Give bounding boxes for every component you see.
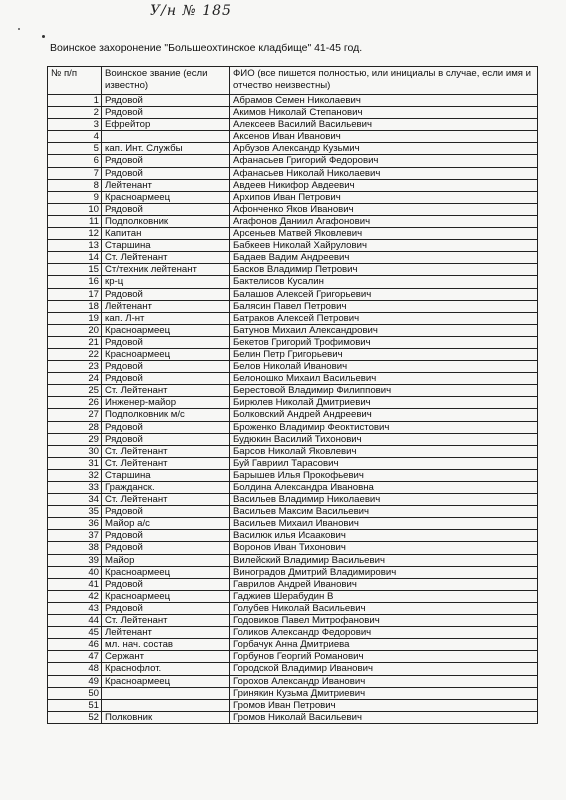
row-number: 23 [48, 361, 102, 373]
row-rank: Ст. Лейтенант [102, 252, 230, 264]
row-rank: Рядовой [102, 167, 230, 179]
table-row [48, 675, 538, 687]
row-name: Гаврилов Андрей Иванович [230, 578, 538, 590]
column-header-number: № п/п [48, 67, 102, 95]
row-name: Батунов Михаил Александрович [230, 324, 538, 336]
row-rank: Полковник [102, 711, 230, 723]
table-row [48, 215, 538, 227]
table-row [48, 397, 538, 409]
table-row [48, 143, 538, 155]
row-rank: Рядовой [102, 433, 230, 445]
row-rank: Рядовой [102, 288, 230, 300]
row-name: Буй Гавриил Тарасович [230, 457, 538, 469]
row-number: 9 [48, 191, 102, 203]
row-name: Василюк илья Исаакович [230, 530, 538, 542]
row-rank: Старшина [102, 469, 230, 481]
row-rank: Лейтенант [102, 179, 230, 191]
table-row [48, 711, 538, 723]
table-row [48, 639, 538, 651]
column-header-rank: Воинское звание (если известно) [102, 67, 230, 95]
row-rank: Ст. Лейтенант [102, 445, 230, 457]
table-row [48, 240, 538, 252]
row-number: 20 [48, 324, 102, 336]
row-name: Берестовой Владимир Филиппович [230, 385, 538, 397]
row-name: Бабкеев Николай Хайрулович [230, 240, 538, 252]
row-name: Бадаев Вадим Андреевич [230, 252, 538, 264]
row-rank: Ст. Лейтенант [102, 615, 230, 627]
row-number: 36 [48, 518, 102, 530]
document-title: Воинское захоронение "Большеохтинское кладбище" 41-45 год. [50, 42, 363, 54]
table-row [48, 167, 538, 179]
scan-speck [18, 28, 20, 30]
row-rank: Капитан [102, 228, 230, 240]
row-name: Виноградов Дмитрий Владимирович [230, 566, 538, 578]
row-number: 48 [48, 663, 102, 675]
table-body [48, 95, 538, 724]
table-row [48, 155, 538, 167]
row-name: Афонченко Яков Иванович [230, 203, 538, 215]
row-name: Бирюлев Николай Дмитриевич [230, 397, 538, 409]
row-rank: Рядовой [102, 578, 230, 590]
row-rank: Майор а/с [102, 518, 230, 530]
row-rank: Рядовой [102, 421, 230, 433]
row-number: 35 [48, 506, 102, 518]
row-number: 42 [48, 590, 102, 602]
row-name: Абрамов Семен Николаевич [230, 95, 538, 107]
table-row [48, 361, 538, 373]
row-number: 51 [48, 699, 102, 711]
row-rank: кр-ц [102, 276, 230, 288]
row-name: Броженко Владимир Феоктистович [230, 421, 538, 433]
row-number: 39 [48, 554, 102, 566]
table-row [48, 264, 538, 276]
table-row [48, 409, 538, 421]
table-row [48, 373, 538, 385]
row-rank: Майор [102, 554, 230, 566]
row-name: Балашов Алексей Григорьевич [230, 288, 538, 300]
table-row [48, 615, 538, 627]
row-name: Бекетов Григорий Трофимович [230, 336, 538, 348]
row-name: Белов Николай Иванович [230, 361, 538, 373]
table-row [48, 482, 538, 494]
row-rank: Красноармеец [102, 324, 230, 336]
table-row [48, 203, 538, 215]
row-name: Васильев Владимир Николаевич [230, 494, 538, 506]
row-rank: Старшина [102, 240, 230, 252]
row-rank: Рядовой [102, 361, 230, 373]
row-name: Аксенов Иван Иванович [230, 131, 538, 143]
table-row [48, 506, 538, 518]
row-name: Балясин Павел Петрович [230, 300, 538, 312]
row-number: 33 [48, 482, 102, 494]
row-name: Горбачук Анна Дмитриева [230, 639, 538, 651]
table-row [48, 131, 538, 143]
row-number: 47 [48, 651, 102, 663]
table-row [48, 421, 538, 433]
row-name: Акимов Николай Степанович [230, 107, 538, 119]
row-number: 3 [48, 119, 102, 131]
row-number: 13 [48, 240, 102, 252]
row-name: Алексеев Василий Васильевич [230, 119, 538, 131]
table-row [48, 95, 538, 107]
row-number: 27 [48, 409, 102, 421]
row-name: Батраков Алексей Петрович [230, 312, 538, 324]
row-name: Васильев Михаил Иванович [230, 518, 538, 530]
row-number: 7 [48, 167, 102, 179]
row-rank: Лейтенант [102, 300, 230, 312]
row-rank: Красноармеец [102, 590, 230, 602]
row-rank: Рядовой [102, 95, 230, 107]
row-rank: Рядовой [102, 506, 230, 518]
row-rank: Рядовой [102, 530, 230, 542]
table-row [48, 312, 538, 324]
row-number: 32 [48, 469, 102, 481]
row-name: Городской Владимир Иванович [230, 663, 538, 675]
row-rank: Ст. Лейтенант [102, 494, 230, 506]
row-name: Барсов Николай Яковлевич [230, 445, 538, 457]
row-rank: Рядовой [102, 107, 230, 119]
table-row [48, 554, 538, 566]
table-row [48, 385, 538, 397]
row-name: Годовиков Павел Митрофанович [230, 615, 538, 627]
row-name: Арсеньев Матвей Яковлевич [230, 228, 538, 240]
row-number: 45 [48, 627, 102, 639]
table-row [48, 324, 538, 336]
row-number: 6 [48, 155, 102, 167]
row-rank: Подполковник [102, 215, 230, 227]
row-name: Воронов Иван Тихонович [230, 542, 538, 554]
table-row [48, 107, 538, 119]
row-rank: Рядовой [102, 203, 230, 215]
row-number: 19 [48, 312, 102, 324]
table-row [48, 530, 538, 542]
table-row [48, 457, 538, 469]
row-rank: Подполковник м/с [102, 409, 230, 421]
row-name: Белоношко Михаил Васильевич [230, 373, 538, 385]
table-row [48, 228, 538, 240]
row-number: 5 [48, 143, 102, 155]
table-row [48, 300, 538, 312]
row-rank: мл. нач. состав [102, 639, 230, 651]
row-number: 16 [48, 276, 102, 288]
row-rank: Ст. Лейтенант [102, 385, 230, 397]
row-number: 22 [48, 348, 102, 360]
table-row [48, 252, 538, 264]
row-number: 12 [48, 228, 102, 240]
row-rank: Ефрейтор [102, 119, 230, 131]
row-number: 30 [48, 445, 102, 457]
handwritten-note: У/н № 185 [150, 3, 232, 19]
table-row [48, 469, 538, 481]
table-row [48, 590, 538, 602]
row-rank: Красноармеец [102, 566, 230, 578]
table-row [48, 518, 538, 530]
row-number: 18 [48, 300, 102, 312]
table-row [48, 651, 538, 663]
row-number: 40 [48, 566, 102, 578]
row-rank: кап. Л-нт [102, 312, 230, 324]
row-rank: Гражданск. [102, 482, 230, 494]
row-name: Агафонов Даниил Агафонович [230, 215, 538, 227]
table-row [48, 494, 538, 506]
row-number: 31 [48, 457, 102, 469]
row-name: Васильев Максим Васильевич [230, 506, 538, 518]
row-name: Горбунов Георгий Романович [230, 651, 538, 663]
table-row [48, 699, 538, 711]
row-number: 8 [48, 179, 102, 191]
row-name: Барышев Илья Прокофьевич [230, 469, 538, 481]
row-name: Гринякин Кузьма Дмитриевич [230, 687, 538, 699]
row-number: 10 [48, 203, 102, 215]
table-row [48, 578, 538, 590]
table-row [48, 663, 538, 675]
table-row [48, 627, 538, 639]
row-name: Афанасьев Николай Николаевич [230, 167, 538, 179]
row-number: 24 [48, 373, 102, 385]
table-row [48, 542, 538, 554]
row-number: 37 [48, 530, 102, 542]
row-number: 26 [48, 397, 102, 409]
row-rank: Лейтенант [102, 627, 230, 639]
table-row [48, 191, 538, 203]
row-rank: кап. Инт. Службы [102, 143, 230, 155]
table-row [48, 602, 538, 614]
row-rank: Рядовой [102, 373, 230, 385]
row-rank: Красноармеец [102, 348, 230, 360]
row-name: Болковский Андрей Андреевич [230, 409, 538, 421]
row-name: Белин Петр Григорьевич [230, 348, 538, 360]
row-number: 43 [48, 602, 102, 614]
row-name: Архипов Иван Петрович [230, 191, 538, 203]
table-row [48, 566, 538, 578]
row-number: 4 [48, 131, 102, 143]
row-number: 38 [48, 542, 102, 554]
table-row [48, 119, 538, 131]
row-name: Бактелисов Кусалин [230, 276, 538, 288]
table-row [48, 179, 538, 191]
row-rank: Краснофлот. [102, 663, 230, 675]
row-name: Арбузов Александр Кузьмич [230, 143, 538, 155]
column-header-name: ФИО (все пишется полностью, или инициалы в случае, если имя и отчество неизвестны) [230, 67, 538, 95]
row-number: 34 [48, 494, 102, 506]
table-row [48, 687, 538, 699]
row-name: Голиков Александр Федорович [230, 627, 538, 639]
table-row [48, 445, 538, 457]
row-number: 11 [48, 215, 102, 227]
table-row [48, 276, 538, 288]
row-name: Гаджиев Шерабудин В [230, 590, 538, 602]
row-rank: Рядовой [102, 155, 230, 167]
row-rank: Ст/техник лейтенант [102, 264, 230, 276]
row-name: Авдеев Никифор Авдеевич [230, 179, 538, 191]
row-number: 17 [48, 288, 102, 300]
row-rank: Красноармеец [102, 191, 230, 203]
row-number: 15 [48, 264, 102, 276]
table-header-row [48, 67, 538, 95]
row-name: Будюкин Василий Тихонович [230, 433, 538, 445]
row-rank: Ст. Лейтенант [102, 457, 230, 469]
row-rank [102, 699, 230, 711]
row-name: Вилейский Владимир Васильевич [230, 554, 538, 566]
row-rank [102, 131, 230, 143]
table-row [48, 348, 538, 360]
row-number: 21 [48, 336, 102, 348]
row-rank [102, 687, 230, 699]
row-number: 49 [48, 675, 102, 687]
table-row [48, 336, 538, 348]
row-name: Громов Николай Васильевич [230, 711, 538, 723]
row-number: 41 [48, 578, 102, 590]
row-number: 46 [48, 639, 102, 651]
row-rank: Рядовой [102, 542, 230, 554]
row-number: 14 [48, 252, 102, 264]
row-name: Болдина Александра Ивановна [230, 482, 538, 494]
row-number: 1 [48, 95, 102, 107]
row-number: 2 [48, 107, 102, 119]
row-name: Голубев Николай Васильевич [230, 602, 538, 614]
row-name: Горохов Александр Иванович [230, 675, 538, 687]
row-name: Громов Иван Петрович [230, 699, 538, 711]
row-name: Басков Владимир Петрович [230, 264, 538, 276]
table-row [48, 433, 538, 445]
row-rank: Рядовой [102, 602, 230, 614]
table-row [48, 288, 538, 300]
row-name: Афанасьев Григорий Федорович [230, 155, 538, 167]
row-number: 44 [48, 615, 102, 627]
row-rank: Красноармеец [102, 675, 230, 687]
row-number: 25 [48, 385, 102, 397]
row-number: 29 [48, 433, 102, 445]
burial-list-table [47, 66, 538, 724]
row-number: 52 [48, 711, 102, 723]
row-number: 50 [48, 687, 102, 699]
row-rank: Инженер-майор [102, 397, 230, 409]
row-rank: Сержант [102, 651, 230, 663]
row-number: 28 [48, 421, 102, 433]
row-rank: Рядовой [102, 336, 230, 348]
scan-speck [42, 35, 45, 38]
